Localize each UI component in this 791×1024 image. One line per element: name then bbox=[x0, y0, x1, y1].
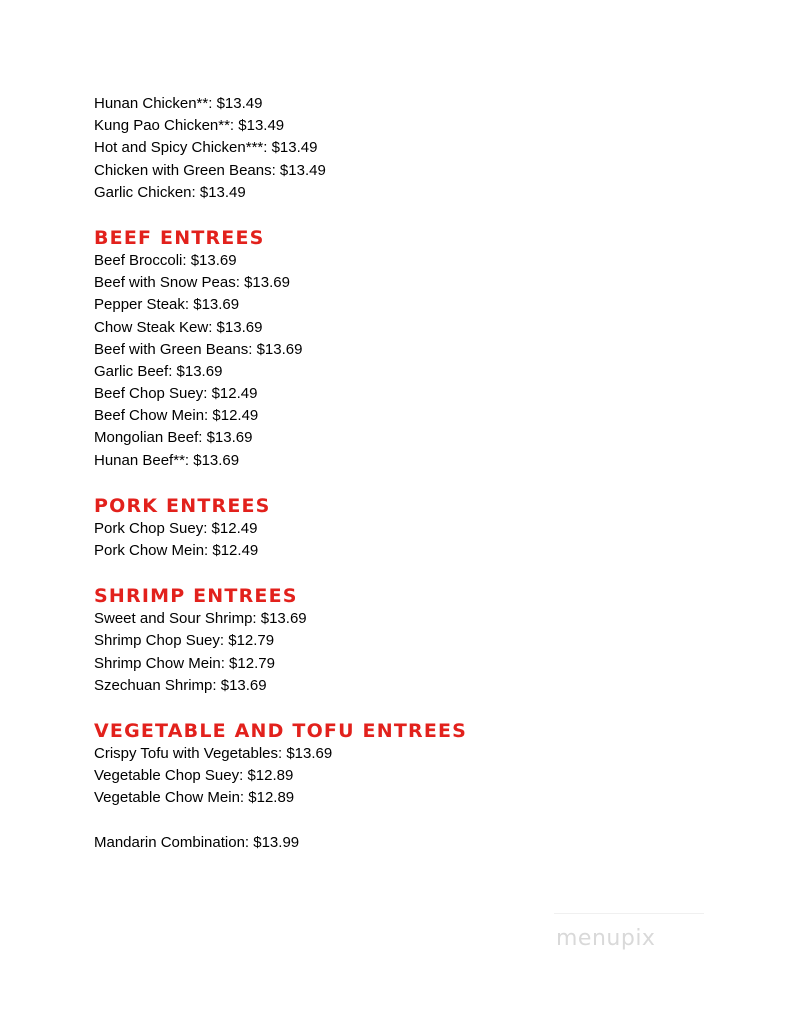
section-title-vegetable-tofu: VEGETABLE AND TOFU ENTREES bbox=[94, 719, 468, 742]
section-title-pork: PORK ENTREES bbox=[94, 494, 271, 517]
menu-item: Sweet and Sour Shrimp: $13.69 bbox=[94, 610, 307, 628]
menu-item: Hunan Beef**: $13.69 bbox=[94, 451, 240, 469]
menu-item-hot-spicy-chicken: Hot and Spicy Chicken***: $13.49 bbox=[94, 139, 318, 157]
menu-item: Pepper Steak: $13.69 bbox=[94, 296, 240, 314]
beef-section bbox=[94, 226, 734, 472]
menupix-watermark-logo: menupix bbox=[556, 926, 656, 951]
menu-item: Beef Broccoli: $13.69 bbox=[94, 251, 237, 269]
menu-item: Vegetable Chow Mein: $12.89 bbox=[94, 789, 295, 807]
menu-item-hunan-chicken: Hunan Chicken**: $13.49 bbox=[94, 95, 263, 112]
menu-item: Crispy Tofu with Vegetables: $13.69 bbox=[94, 744, 333, 762]
menu-item: Mongolian Beef: $13.69 bbox=[94, 429, 253, 447]
menu-page bbox=[94, 93, 734, 854]
menu-item: Vegetable Chop Suey: $12.89 bbox=[94, 767, 294, 785]
chicken-list bbox=[94, 93, 734, 204]
menu-item: Pork Chop Suey: $12.49 bbox=[94, 519, 258, 537]
section-title-shrimp: SHRIMP ENTREES bbox=[94, 585, 298, 608]
section-title-beef: BEEF ENTREES bbox=[94, 226, 265, 249]
menu-item-mandarin-combination: Mandarin Combination: $13.99 bbox=[94, 833, 300, 851]
menu-item: Pork Chow Mein: $12.49 bbox=[94, 542, 259, 559]
menu-item-kung-pao-chicken: Kung Pao Chicken**: $13.49 bbox=[94, 117, 285, 135]
menu-item: Beef with Green Beans: $13.69 bbox=[94, 340, 303, 358]
menu-item-garlic-chicken: Garlic Chicken: $13.49 bbox=[94, 183, 246, 201]
menu-item: Beef Chow Mein: $12.49 bbox=[94, 407, 259, 425]
menu-item-chicken-green-beans: Chicken with Green Beans: $13.49 bbox=[94, 161, 326, 179]
vegetable-tofu-section bbox=[94, 719, 734, 810]
menu-item: Shrimp Chow Mein: $12.79 bbox=[94, 654, 275, 672]
spacer bbox=[94, 810, 734, 832]
menu-item: Beef Chop Suey: $12.49 bbox=[94, 385, 258, 403]
menu-item: Szechuan Shrimp: $13.69 bbox=[94, 676, 267, 694]
menu-item: Shrimp Chop Suey: $12.79 bbox=[94, 632, 275, 650]
menu-item: Garlic Beef: $13.69 bbox=[94, 362, 223, 380]
menu-item: Chow Steak Kew: $13.69 bbox=[94, 318, 263, 336]
pork-section bbox=[94, 494, 734, 562]
watermark-divider bbox=[554, 913, 704, 914]
shrimp-section bbox=[94, 584, 734, 697]
menu-item: Beef with Snow Peas: $13.69 bbox=[94, 274, 290, 292]
